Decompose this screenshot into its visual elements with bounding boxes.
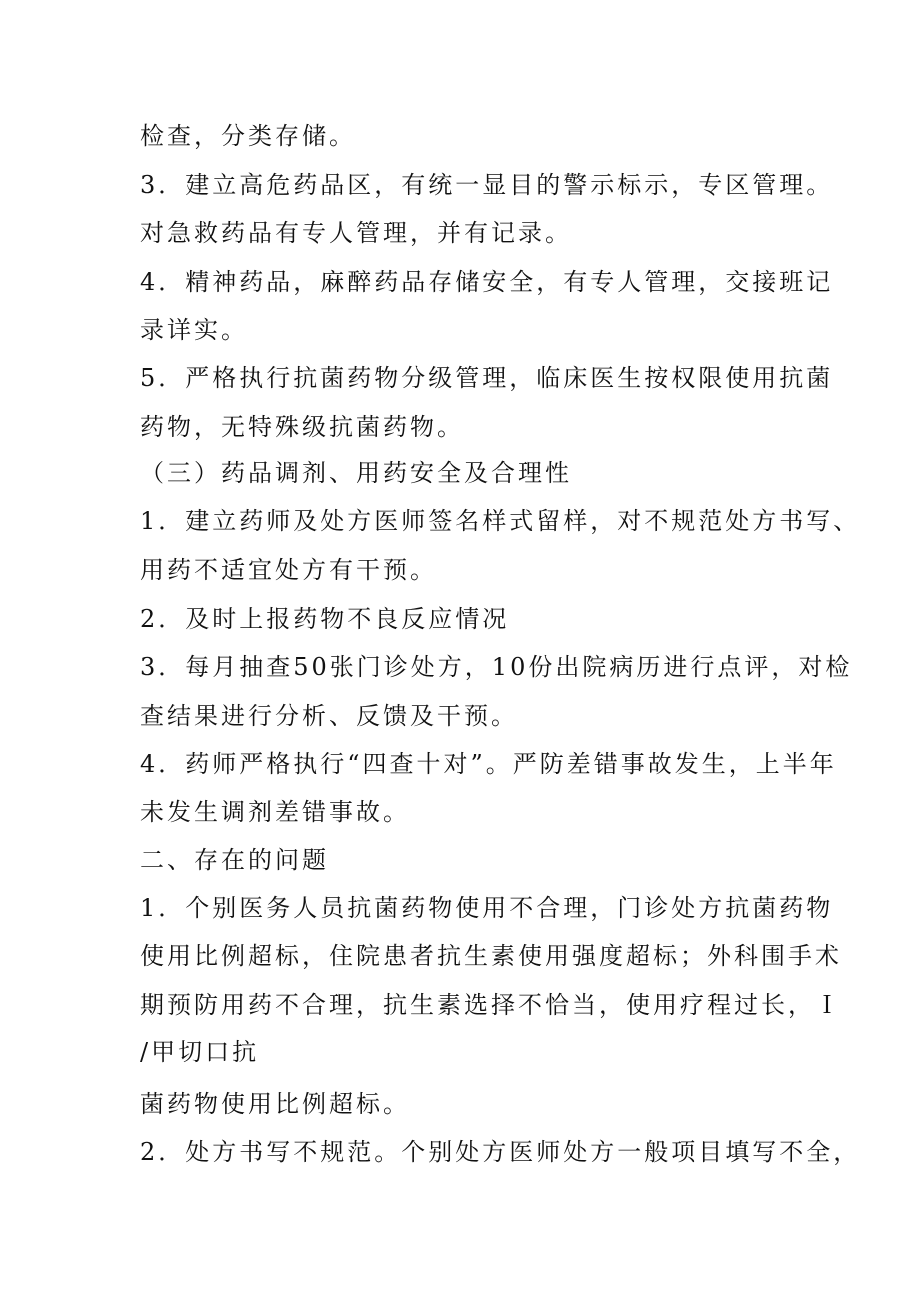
text-line: 2．及时上报药物不良反应情况 [140, 605, 510, 633]
section-heading: （三）药品调剂、用药安全及合理性 [140, 459, 572, 487]
text-line: 1．建立药师及处方医师签名样式留样，对不规范处方书写、 [140, 507, 861, 535]
text-line: 未发生调剂差错事故。 [140, 798, 410, 826]
text-line: 3．每月抽查50张门诊处方，10份出院病历进行点评，对检 [140, 653, 853, 681]
text-line: 对急救药品有专人管理，并有记录。 [140, 219, 572, 247]
text-line: 3．建立高危药品区，有统一显目的警示标示，专区管理。 [140, 171, 834, 199]
text-line: 查结果进行分析、反馈及干预。 [140, 702, 518, 730]
text-line: 4．药师严格执行“四查十对”。严防差错事故发生，上半年 [140, 750, 837, 778]
text-line: 5．严格执行抗菌药物分级管理，临床医生按权限使用抗菌 [140, 364, 834, 392]
text-line: 录详实。 [140, 316, 248, 344]
text-line: 菌药物使用比例超标。 [140, 1090, 410, 1118]
text-line: 4．精神药品，麻醉药品存储安全，有专人管理，交接班记 [140, 268, 834, 296]
text-line: 使用比例超标，住院患者抗生素使用强度超标；外科围手术 [140, 942, 842, 970]
text-line: 检查，分类存储。 [140, 122, 356, 150]
text-line: 药物，无特殊级抗菌药物。 [140, 413, 464, 441]
text-line: /甲切口抗 [140, 1038, 260, 1066]
section-heading: 二、存在的问题 [140, 846, 329, 874]
text-line: 2．处方书写不规范。个别处方医师处方一般项目填写不全， [140, 1138, 861, 1166]
text-line: 用药不适宜处方有干预。 [140, 556, 437, 584]
text-line: 期预防用药不合理，抗生素选择不恰当，使用疗程过长，Ｉ [140, 991, 842, 1019]
text-line: 1．个别医务人员抗菌药物使用不合理，门诊处方抗菌药物 [140, 894, 834, 922]
